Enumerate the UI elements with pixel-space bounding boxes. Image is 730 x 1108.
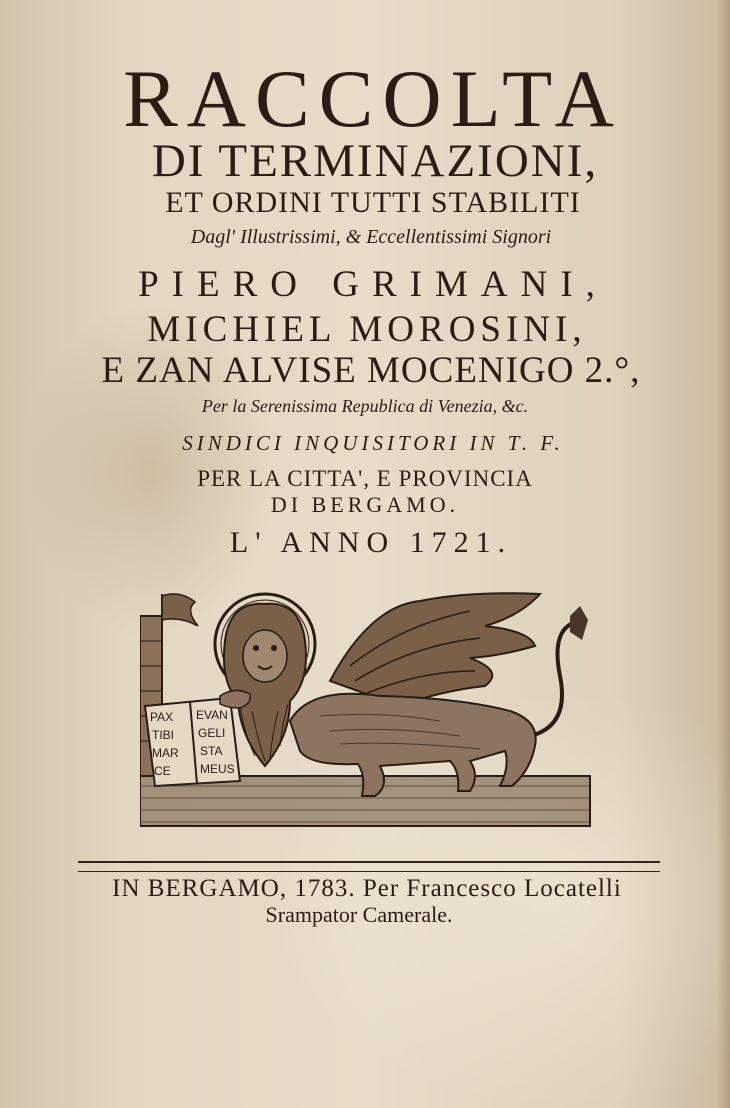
- title-dagl-illustrissimi: Dagl' Illustrissimi, & Eccellentissimi Signori: [190, 226, 552, 248]
- book-left-line-1: PAX: [150, 710, 174, 724]
- book-left-line-4: CE: [154, 764, 171, 778]
- imprint-place-date-printer: IN BERGAMO, 1783. Per Francesco Locatelli: [112, 875, 622, 902]
- title-et-ordini: ET ORDINI TUTTI STABILITI: [165, 186, 581, 219]
- book-right-line-2: GELI: [198, 726, 226, 740]
- lion-of-saint-mark-woodcut-icon: [140, 586, 595, 831]
- name-piero-grimani: PIERO GRIMANI,: [138, 264, 608, 305]
- name-zan-alvise-mocenigo: E ZAN ALVISE MOCENIGO 2.°,: [101, 350, 641, 391]
- book-right-line-3: STA: [200, 744, 223, 758]
- title-bergamo: DI BERGAMO.: [270, 492, 460, 517]
- name-michiel-morosini: MICHIEL MOROSINI,: [147, 309, 587, 350]
- divider-rule: [78, 861, 660, 872]
- title-serenissima-republica: Per la Serenissima Republica di Venezia, &c.: [201, 396, 529, 416]
- book-right-line-4: MEUS: [200, 762, 235, 776]
- title-anno: L' ANNO 1721.: [229, 526, 513, 559]
- book-left-line-2: TIBI: [152, 728, 175, 742]
- title-raccolta: RACCOLTA: [123, 53, 623, 144]
- imprint-printer-title: Srampator Camerale.: [265, 902, 453, 927]
- book-left-line-3: MAR: [152, 746, 179, 760]
- book-right-line-1: EVAN: [196, 708, 228, 722]
- title-sindici-inquisitori: SINDICI INQUISITORI IN T. F.: [182, 431, 564, 455]
- title-citta-provincia: PER LA CITTA', E PROVINCIA: [197, 466, 533, 491]
- title-di-terminazioni: DI TERMINAZIONI,: [151, 135, 599, 187]
